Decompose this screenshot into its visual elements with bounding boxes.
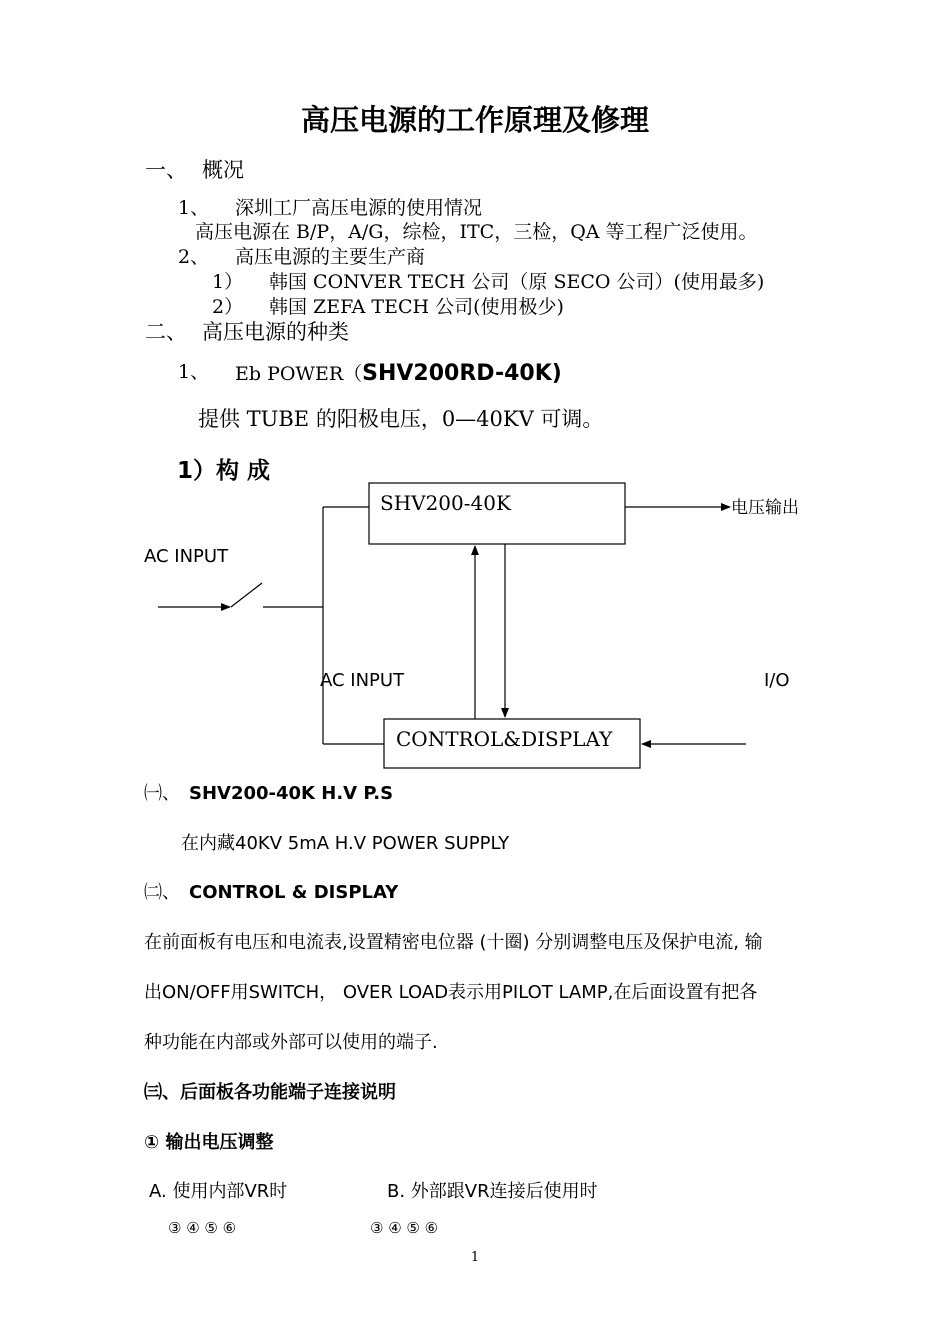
subsection-heading: 1）构 成 <box>177 458 271 484</box>
paragraph-number: ㈠、 <box>144 783 180 804</box>
paragraph-heading: SHV200-40K H.V P.S <box>189 783 394 804</box>
page-title: 高压电源的工作原理及修理 <box>300 103 649 137</box>
paragraph-number: ㈡、 <box>144 882 180 903</box>
page-number: 1 <box>470 1250 480 1265</box>
section-number: 二、 <box>145 320 187 344</box>
paragraph-text: 在内藏40KV 5mA H.V POWER SUPPLY <box>181 833 510 854</box>
option-a-pins: ③ ④ ⑤ ⑥ <box>168 1219 237 1237</box>
hv-box-label: SHV200-40K <box>380 491 511 515</box>
subitem-number: 1） <box>212 271 244 293</box>
section-number: 一、 <box>145 158 187 182</box>
paragraph-line: 在前面板有电压和电流表,设置精密电位器 (十圈) 分别调整电压及保护电流, 输 <box>144 932 763 953</box>
control-box-label: CONTROL&DISPLAY <box>396 727 613 751</box>
paragraph-heading: CONTROL & DISPLAY <box>189 882 399 903</box>
item-number: 2、 <box>178 246 210 268</box>
subitem-text: 韩国 CONVER TECH 公司（原 SECO 公司）(使用最多) <box>269 271 765 293</box>
item-heading: 高压电源的主要生产商 <box>235 246 426 268</box>
item-number: 1、 <box>178 361 210 383</box>
ac-input-label: AC INPUT <box>144 546 229 567</box>
section-heading: 高压电源的种类 <box>202 320 349 344</box>
io-label: I/O <box>764 670 790 691</box>
subitem-text: 韩国 ZEFA TECH 公司(使用极少) <box>269 296 564 318</box>
option-a-label: A. 使用内部VR时 <box>149 1181 288 1202</box>
output-label: 电压输出 <box>731 498 799 518</box>
ac-input-label: AC INPUT <box>320 670 405 691</box>
option-b-pins: ③ ④ ⑤ ⑥ <box>370 1219 439 1237</box>
item-number: 1、 <box>178 197 210 219</box>
eb-power-label: Eb POWER（ <box>235 363 363 385</box>
paragraph-line: 种功能在内部或外部可以使用的端子. <box>144 1032 438 1053</box>
option-b-label: B. 外部跟VR连接后使用时 <box>387 1181 598 1202</box>
item-heading: 深圳工厂高压电源的使用情况 <box>235 197 483 219</box>
section-heading: 概况 <box>202 158 244 182</box>
model-number: SHV200RD-40K) <box>362 361 562 386</box>
item-description: 提供 TUBE 的阳极电压，0—40KV 可调。 <box>198 407 604 431</box>
subitem-number: 2） <box>212 296 244 318</box>
paragraph-heading: ① 输出电压调整 <box>144 1132 274 1153</box>
paragraph-heading: ㈢、后面板各功能端子连接说明 <box>144 1082 396 1103</box>
paragraph-line: 出ON/OFF用SWITCH， OVER LOAD表示用PILOT LAMP,在后面设置有把各 <box>144 982 758 1003</box>
item-description: 高压电源在 B/P，A/G，综检，ITC，三检，QA 等工程广泛使用。 <box>195 221 758 243</box>
switch-blade <box>231 583 262 607</box>
